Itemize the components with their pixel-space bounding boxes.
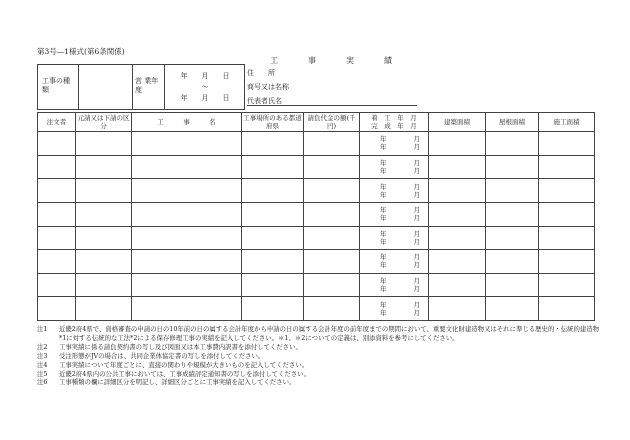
year-label: 年: [380, 214, 387, 223]
table-cell-prefecture[interactable]: [242, 155, 304, 179]
company-name-label: 商号又は名称: [247, 83, 289, 91]
year-month-line: [360, 285, 428, 293]
year-month-line: [360, 214, 428, 222]
note-id: 注3: [37, 351, 48, 360]
note-item: [37, 352, 602, 361]
note-item: [37, 343, 602, 352]
column-header-roof-area: 屋根面積: [486, 113, 539, 132]
table-cell-contract-amount[interactable]: [304, 273, 360, 297]
month-label: 月: [413, 285, 420, 294]
year-month-line: [360, 167, 428, 175]
representative-line: [247, 105, 417, 106]
table-cell-construction-area[interactable]: [539, 155, 595, 179]
table-cell-start-end: [360, 155, 429, 179]
table-cell-construction-area[interactable]: [539, 132, 595, 156]
table-cell-contract-amount[interactable]: [304, 132, 360, 156]
table-cell-construction-area[interactable]: [539, 250, 595, 274]
table-cell-start-end: [360, 250, 429, 274]
table-cell-roof-area[interactable]: [486, 297, 539, 321]
column-header-client: 注文者: [38, 113, 76, 132]
table-cell-building-area[interactable]: [429, 273, 486, 297]
table-body: [38, 132, 595, 321]
table-cell-client[interactable]: [38, 179, 76, 203]
table-cell-contract-amount[interactable]: [304, 226, 360, 250]
table-cell-client[interactable]: [38, 297, 76, 321]
note-item: [37, 378, 602, 387]
year-month-pair: [360, 274, 428, 297]
table-cell-contract-type[interactable]: [76, 226, 132, 250]
column-header-work-name: 工 事 名: [132, 113, 242, 132]
note-item: [37, 361, 602, 370]
column-header-building-area: 建築面積: [429, 113, 486, 132]
table-cell-construction-area[interactable]: [539, 297, 595, 321]
table-cell-client[interactable]: [38, 155, 76, 179]
table-cell-building-area[interactable]: [429, 132, 486, 156]
table-cell-prefecture[interactable]: [242, 179, 304, 203]
table-cell-contract-type[interactable]: [76, 132, 132, 156]
month-label: 月: [413, 261, 420, 270]
year-month-line: [360, 230, 428, 238]
year-label: 年: [380, 206, 387, 215]
year-month-line: [360, 183, 428, 191]
note-id: 注1: [37, 325, 48, 333]
note-id: 注6: [37, 378, 48, 387]
year-label: 年: [380, 166, 387, 175]
work-record-table: [37, 112, 595, 321]
note-id: 注5: [37, 369, 48, 378]
table-cell-start-end: [360, 297, 429, 321]
period-sep: ～: [201, 83, 209, 91]
table-cell-roof-area[interactable]: [486, 250, 539, 274]
table-row: [38, 155, 595, 179]
year-month-pair: [360, 227, 428, 250]
year-month-line: [360, 206, 428, 214]
year-month-line: [360, 159, 428, 167]
year-label: 年: [380, 261, 387, 270]
month-label: 月: [413, 190, 420, 199]
table-cell-start-end: [360, 273, 429, 297]
table-cell-start-end: [360, 202, 429, 226]
year-label: 年: [380, 190, 387, 199]
month-label: 月: [413, 166, 420, 175]
year-label: 年: [380, 237, 387, 246]
table-cell-start-end: [360, 132, 429, 156]
table-cell-client[interactable]: [38, 226, 76, 250]
table-cell-building-area[interactable]: [429, 297, 486, 321]
note-id: 注4: [37, 360, 48, 369]
column-header-start-end: 着 工 年 月 完 成 年 月: [360, 113, 429, 132]
table-cell-building-area[interactable]: [429, 202, 486, 226]
year-label: 年: [380, 182, 387, 191]
table-cell-contract-amount[interactable]: [304, 155, 360, 179]
table-row: [38, 273, 595, 297]
table-cell-work-name[interactable]: [132, 132, 242, 156]
table-cell-work-name[interactable]: [132, 273, 242, 297]
month-label: 月: [413, 182, 420, 191]
note-text: 近畿2府4県で、資格審査の申請の日の10年前の日の属する会計年度から申請の日の属する会計年度の前年度までの期間において、重要文化財建造物又はそれに準じる歴史的・伝統的建造物*1に対する伝統的な工法*2による保存修理工事の実績を記入してください。＊1、＊2についての定義は、別添資料を参考にしてください。: [59, 325, 600, 342]
year-month-line: [360, 191, 428, 199]
table-cell-contract-type[interactable]: [76, 250, 132, 274]
table-cell-prefecture[interactable]: [242, 132, 304, 156]
year-label: 年: [380, 158, 387, 167]
year-label: 年: [380, 229, 387, 238]
column-header-prefecture: 工事場所のある都道府県: [243, 114, 302, 130]
table-cell-work-name[interactable]: [132, 179, 242, 203]
note-text: 工事実績について年度ごとに、直接の関わりや規模が大きいものを記入してください。: [59, 360, 309, 369]
header-block: [37, 64, 245, 110]
year-month-line: [360, 261, 428, 269]
table-cell-roof-area[interactable]: [486, 179, 539, 203]
table-cell-contract-amount[interactable]: [304, 297, 360, 321]
table-cell-client[interactable]: [38, 202, 76, 226]
month-label: 月: [413, 229, 420, 238]
year-month-pair: [360, 179, 428, 202]
table-cell-roof-area[interactable]: [486, 132, 539, 156]
table-row: [38, 226, 595, 250]
table-row: [38, 179, 595, 203]
year-label: 年: [380, 308, 387, 317]
table-cell-construction-area[interactable]: [539, 179, 595, 203]
year-month-pair: [360, 250, 428, 273]
table-cell-prefecture[interactable]: [242, 250, 304, 274]
year-label: 年: [380, 253, 387, 262]
month-label: 月: [413, 300, 420, 309]
table-cell-work-name[interactable]: [132, 155, 242, 179]
month-label: 月: [413, 237, 420, 246]
table-cell-work-name[interactable]: [132, 297, 242, 321]
table-row: [38, 202, 595, 226]
table-cell-prefecture[interactable]: [242, 273, 304, 297]
form-title: 工 事 実 績: [270, 56, 403, 65]
table-cell-contract-amount[interactable]: [304, 250, 360, 274]
table-cell-contract-type[interactable]: [76, 179, 132, 203]
month-label: 月: [413, 158, 420, 167]
column-header-contract-type: 元請又は下請の区分: [77, 114, 130, 130]
work-type-label: 工事の種 類: [42, 77, 77, 94]
note-text: 近畿2府4県内の公共工事においては、工事成績評定通知書の写しを添付してください。: [59, 369, 310, 378]
table-cell-building-area[interactable]: [429, 226, 486, 250]
table-cell-prefecture[interactable]: [242, 226, 304, 250]
table-cell-construction-area[interactable]: [539, 202, 595, 226]
table-cell-contract-type[interactable]: [76, 273, 132, 297]
note-id: 注2: [37, 342, 48, 351]
table-cell-work-name[interactable]: [132, 202, 242, 226]
period-start: 年 月 日: [180, 72, 230, 80]
note-text: 工事実績に係る請負契約書の写し及び図面又は本工事費内訳書を添付してください。: [59, 342, 302, 351]
divider: [78, 65, 79, 109]
table-header-row: [38, 113, 595, 132]
table-row: [38, 132, 595, 156]
table-cell-building-area[interactable]: [429, 155, 486, 179]
month-label: 月: [413, 277, 420, 286]
table-cell-work-name[interactable]: [132, 250, 242, 274]
table-cell-client[interactable]: [38, 273, 76, 297]
divider: [164, 65, 165, 109]
year-month-line: [360, 135, 428, 143]
table-cell-start-end: [360, 226, 429, 250]
year-month-line: [360, 143, 428, 151]
representative-label: 代表者氏名: [247, 97, 282, 105]
notes-section: [37, 325, 602, 387]
period-end: 年 月 日: [180, 94, 230, 102]
month-label: 月: [413, 214, 420, 223]
table-cell-contract-amount[interactable]: [304, 202, 360, 226]
month-label: 月: [413, 253, 420, 262]
table-cell-roof-area[interactable]: [486, 202, 539, 226]
table-cell-roof-area[interactable]: [486, 273, 539, 297]
address-label: 住 所: [247, 69, 275, 77]
year-month-line: [360, 238, 428, 246]
column-header-contract-amount: 請負代金の額(千円): [304, 113, 360, 132]
table-cell-roof-area[interactable]: [486, 155, 539, 179]
table-cell-building-area[interactable]: [429, 250, 486, 274]
month-label: 月: [413, 308, 420, 317]
note-text: 工事種類の欄に詳細区分を明記し、詳細区分ごとに工事実績を記入してください。: [59, 378, 296, 387]
year-label: 年: [380, 277, 387, 286]
year-label: 年: [380, 143, 387, 152]
table-cell-start-end: [360, 179, 429, 203]
note-text: 受注形態がJVの場合は、共同企業体協定書の写しを添付してください。: [59, 351, 265, 360]
year-month-line: [360, 309, 428, 317]
table-cell-roof-area[interactable]: [486, 226, 539, 250]
year-label: 年: [380, 135, 387, 144]
table-cell-contract-type[interactable]: [76, 155, 132, 179]
period-range: [166, 71, 244, 104]
year-month-line: [360, 253, 428, 261]
year-label: 年: [380, 300, 387, 309]
table-cell-contract-type[interactable]: [76, 202, 132, 226]
table-cell-building-area[interactable]: [429, 179, 486, 203]
year-month-pair: [360, 156, 428, 179]
table-cell-construction-area[interactable]: [539, 273, 595, 297]
note-item: [37, 325, 602, 343]
table-row: [38, 250, 595, 274]
month-label: 月: [413, 206, 420, 215]
table-cell-contract-type[interactable]: [76, 297, 132, 321]
table-cell-work-name[interactable]: [132, 226, 242, 250]
month-label: 月: [413, 143, 420, 152]
business-year-label: 営 業年 度: [135, 77, 159, 94]
year-label: 年: [380, 285, 387, 294]
table-cell-construction-area[interactable]: [539, 226, 595, 250]
table-cell-prefecture[interactable]: [242, 297, 304, 321]
table-cell-contract-amount[interactable]: [304, 179, 360, 203]
year-month-line: [360, 277, 428, 285]
column-header-construction-area: 施工面積: [539, 113, 595, 132]
table-row: [38, 297, 595, 321]
year-month-pair: [360, 203, 428, 226]
year-month-pair: [360, 297, 428, 320]
divider: [132, 65, 133, 109]
month-label: 月: [413, 135, 420, 144]
table-cell-client[interactable]: [38, 132, 76, 156]
form-id-label: 第3号―1様式(第6条関係): [37, 47, 125, 56]
table-cell-prefecture[interactable]: [242, 202, 304, 226]
table-cell-client[interactable]: [38, 250, 76, 274]
year-month-pair: [360, 132, 428, 155]
year-month-line: [360, 301, 428, 309]
